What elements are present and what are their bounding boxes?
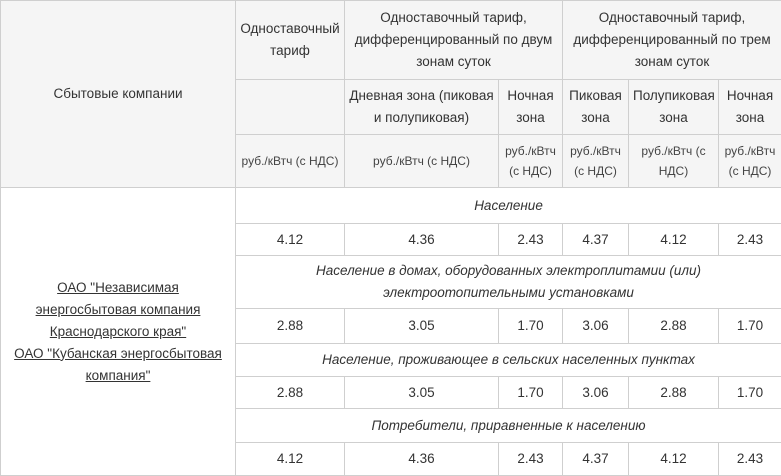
header-row-1	[1, 1, 781, 80]
value-peak: 4.37	[563, 443, 629, 476]
value-night: 2.43	[499, 443, 563, 476]
two-zone-header: Одноставочный тариф, дифференцированный по двум зонам суток	[345, 1, 563, 80]
units-half-peak: руб./кВтч (с НДС)	[629, 135, 719, 188]
group-title-row	[1, 188, 781, 224]
group-title: Потребители, приравненные к населению	[236, 409, 781, 443]
value-half-peak: 2.88	[629, 309, 719, 344]
units-night-3: руб./кВтч (с НДС)	[719, 135, 781, 188]
value-day: 3.05	[345, 309, 499, 344]
company-link-kuban[interactable]: ОАО "Кубанская энергосбытовая компания"	[14, 345, 222, 383]
value-single: 4.12	[236, 224, 345, 256]
peak-zone-header: Пиковая зона	[563, 80, 629, 135]
group-title: Население в домах, оборудованных электроплитамии (или) электроотопительными установками	[236, 256, 781, 309]
units-peak: руб./кВтч (с НДС)	[563, 135, 629, 188]
value-single: 4.12	[236, 443, 345, 476]
value-day: 4.36	[345, 443, 499, 476]
value-day: 4.36	[345, 224, 499, 256]
companies-cell	[1, 188, 236, 476]
value-half-peak: 4.12	[629, 443, 719, 476]
value-half-peak: 2.88	[629, 377, 719, 409]
value-single: 2.88	[236, 309, 345, 344]
half-peak-zone-header: Полупиковая зона	[629, 80, 719, 135]
value-half-peak: 4.12	[629, 224, 719, 256]
units-single: руб./кВтч (с НДС)	[236, 135, 345, 188]
value-night-3: 1.70	[719, 377, 781, 409]
units-night: руб./кВтч (с НДС)	[499, 135, 563, 188]
day-zone-header: Дневная зона (пиковая и полупиковая)	[345, 80, 499, 135]
single-rate-header: Одноставочный тариф	[236, 1, 345, 80]
three-zone-header: Одноставочный тариф, дифференцированный по трем зонам суток	[563, 1, 781, 80]
companies-header-label: Сбытовые компании	[53, 86, 183, 101]
units-day: руб./кВтч (с НДС)	[345, 135, 499, 188]
value-day: 3.05	[345, 377, 499, 409]
value-peak: 3.06	[563, 309, 629, 344]
value-night: 1.70	[499, 377, 563, 409]
value-night-3: 2.43	[719, 224, 781, 256]
value-night-3: 1.70	[719, 309, 781, 344]
company-link-nesk[interactable]: ОАО "Независимая энергосбытовая компания Краснодарского края"	[35, 279, 201, 339]
value-night-3: 2.43	[719, 443, 781, 476]
value-night: 2.43	[499, 224, 563, 256]
night-zone-3-header: Ночная зона	[719, 80, 781, 135]
single-rate-subheader-empty	[236, 80, 345, 135]
value-peak: 4.37	[563, 224, 629, 256]
companies-header	[1, 1, 236, 188]
group-title: Население, проживающее в сельских населенных пунктах	[236, 344, 781, 377]
group-title: Население	[236, 188, 781, 224]
value-night: 1.70	[499, 309, 563, 344]
value-peak: 3.06	[563, 377, 629, 409]
value-single: 2.88	[236, 377, 345, 409]
night-zone-header: Ночная зона	[499, 80, 563, 135]
